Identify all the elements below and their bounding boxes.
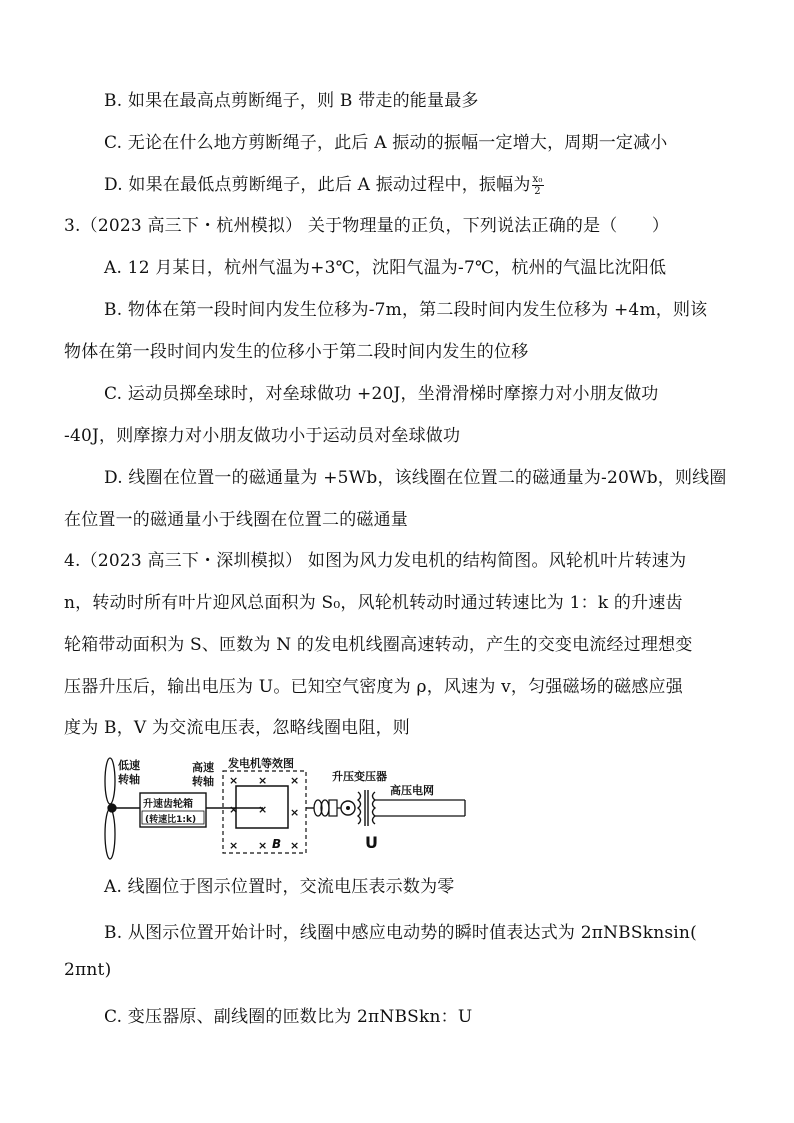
option-3d: D. 线圈在位置一的磁通量为 +5Wb，该线圈在位置二的磁通量为-20Wb，则线圈 [104,468,727,488]
field-cross: × [229,774,239,787]
option-3c: C. 运动员掷垒球时，对垒球做功 +20J，坐滑滑梯时摩擦力对小朋友做功 [104,384,659,404]
option-4b-cont: 2πnt) [64,960,112,980]
field-cross: × [290,806,300,819]
option-3b-cont: 物体在第一段时间内发生的位移小于第二段时间内发生的位移 [64,342,529,362]
question-4-stem-2: n，转动时所有叶片迎风总面积为 S₀，风轮机转动时通过转速比为 1：k 的升速齿 [64,593,683,613]
option-2d [104,170,544,197]
field-cross: × [258,803,268,816]
high-speed-label-1: 高速 [192,761,214,774]
turbine-blades-icon [105,758,116,859]
field-cross: × [229,839,239,852]
gearbox-ratio: (转速比1:k) [145,815,197,825]
option-2b: B. 如果在最高点剪断绳子，则 B 带走的能量最多 [104,91,479,111]
option-3c-cont: -40J，则摩擦力对小朋友做功小于运动员对垒球做功 [64,426,461,446]
question-4-stem-4: 压器升压后，输出电压为 U。已知空气密度为 ρ，风速为 v，匀强磁场的磁感应强 [64,677,683,697]
output-voltage-label: U [365,833,378,852]
fraction-x0-over-2: $\frac{\text{x₀}}{2}$ [532,174,543,197]
option-2d-text: D. 如果在最低点剪断绳子，此后 A 振动过程中，振幅为 [104,175,531,195]
question-4-stem: 4.（2023 高三下・深圳模拟） 如图为风力发电机的结构简图。风轮机叶片转速为 [64,551,687,571]
transformer-icon [358,790,375,826]
field-cross: × [290,774,300,787]
option-4b: B. 从图示位置开始计时，线圈中感应电动势的瞬时值表达式为 2πNBSknsin( [104,923,697,943]
option-4c: C. 变压器原、副线圈的匝数比为 2πNBSkn：U [104,1007,473,1027]
grid-label: 高压电网 [390,784,434,797]
magnetic-field-label: B [272,837,282,851]
step-up-transformer-label: 升压变压器 [332,770,387,783]
question-4-stem-5: 度为 B，V 为交流电压表，忽略线圈电阻，则 [64,718,410,738]
low-speed-label-2: 转轴 [118,773,140,786]
field-cross: × [229,803,239,816]
option-2c: C. 无论在什么地方剪断绳子，此后 A 振动的振幅一定增大，周期一定减小 [104,133,668,153]
option-3d-cont: 在位置一的磁通量小于线圈在位置二的磁通量 [64,510,408,530]
option-3a: A. 12 月某日，杭州气温为+3℃，沈阳气温为-7℃，杭州的气温比沈阳低 [104,258,667,278]
option-4a: A. 线圈位于图示位置时，交流电压表示数为零 [104,877,455,897]
generator-title: 发电机等效图 [228,757,294,770]
gearbox-label: 升速齿轮箱 [143,799,193,810]
low-speed-label-1: 低速 [118,759,140,772]
field-cross: × [290,839,300,852]
wind-generator-diagram [100,756,470,861]
high-speed-label-2: 转轴 [192,775,214,788]
field-cross: × [258,839,268,852]
question-4-stem-3: 轮箱带动面积为 S、匝数为 N 的发电机线圈高速转动，产生的交变电流经过理想变 [64,635,693,655]
field-cross: × [258,774,268,787]
question-3-stem: 3.（2023 高三下・杭州模拟） 关于物理量的正负，下列说法正确的是（ ） [64,216,670,236]
option-3b: B. 物体在第一段时间内发生位移为-7m，第二段时间内发生位移为 +4m，则该 [104,300,708,320]
